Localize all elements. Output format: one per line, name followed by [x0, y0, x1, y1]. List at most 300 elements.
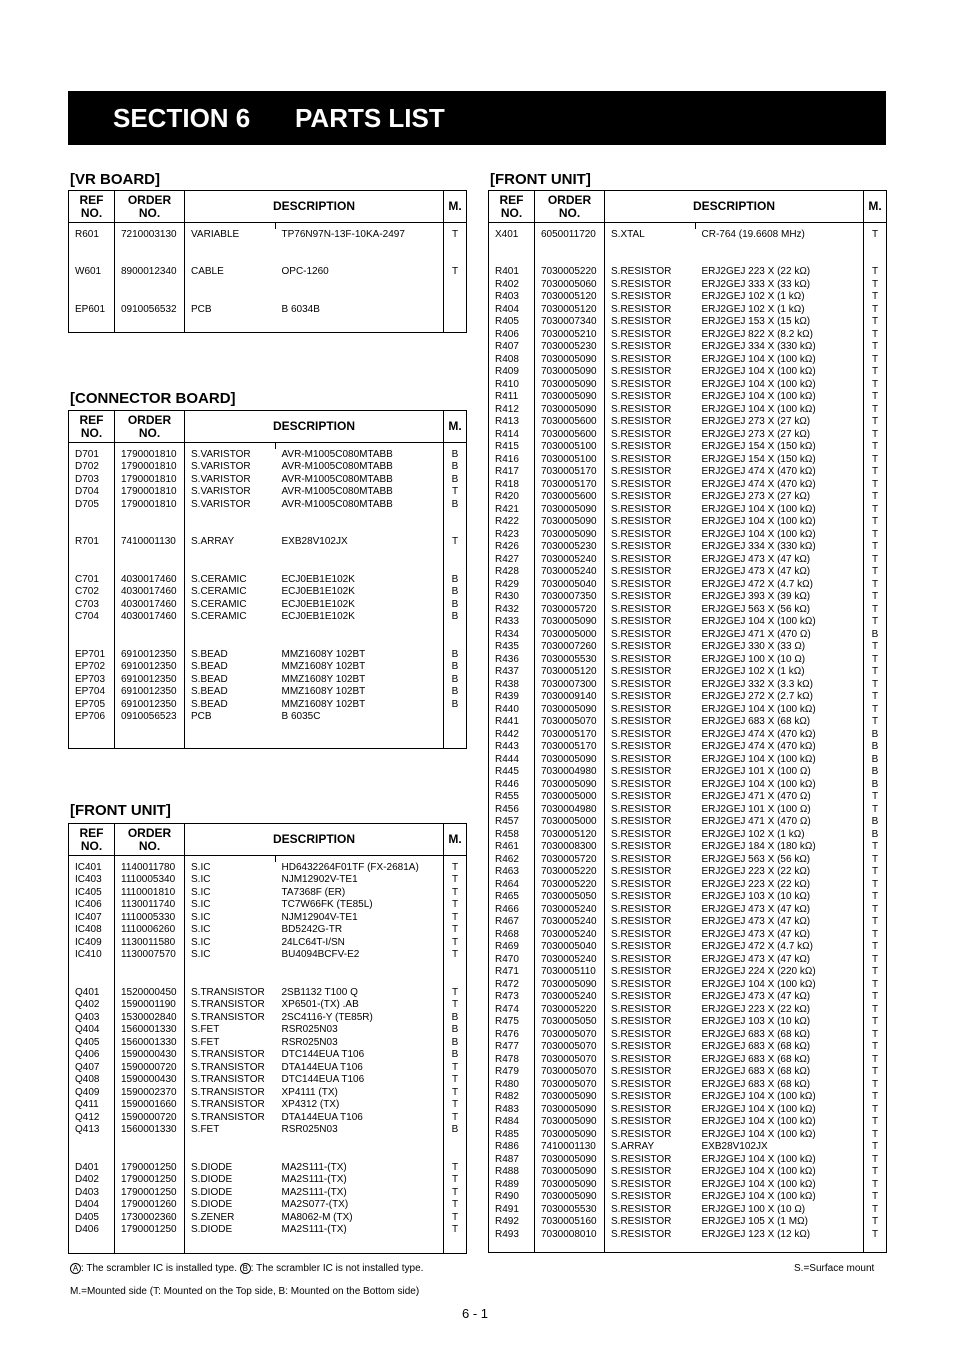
order-cell: 7030005240 [535, 929, 605, 942]
order-cell: 7030005090 [535, 1191, 605, 1204]
ref-cell: R472 [489, 979, 535, 992]
part-cell: 24LC64T-I/SN [276, 937, 444, 950]
order-cell: 7030005050 [535, 1016, 605, 1029]
part-cell: ERJ2GEJ 104 X (100 kΩ) [696, 979, 864, 992]
mounted-cell: T [444, 937, 467, 950]
ref-cell: C702 [69, 586, 115, 599]
mounted-cell: B [864, 779, 887, 792]
table-row [69, 987, 467, 1000]
type-cell: S.RESISTOR [605, 291, 696, 304]
table-row [489, 704, 887, 717]
spacer-row [489, 241, 887, 254]
mounted-cell: T [444, 1224, 467, 1237]
type-cell: S.RESISTOR [605, 754, 696, 767]
ref-cell: D404 [69, 1199, 115, 1212]
part-cell: ERJ2GEJ 473 X (47 kΩ) [696, 954, 864, 967]
mounted-cell: T [864, 366, 887, 379]
part-cell: OPC-1260 [276, 266, 444, 279]
order-cell: 1590000430 [115, 1074, 185, 1087]
table-row [489, 1079, 887, 1092]
ref-cell: D401 [69, 1162, 115, 1175]
ref-cell: Q407 [69, 1062, 115, 1075]
type-cell: S.RESISTOR [605, 741, 696, 754]
type-cell: S.RESISTOR [605, 304, 696, 317]
mounted-cell: T [444, 1174, 467, 1187]
mounted-cell: T [864, 991, 887, 1004]
order-cell: 1140011780 [115, 862, 185, 875]
ref-cell: R436 [489, 654, 535, 667]
order-cell: 7030007350 [535, 591, 605, 604]
header-order: ORDER NO. [535, 191, 605, 223]
type-cell: S.VARISTOR [185, 461, 276, 474]
ref-cell: R467 [489, 916, 535, 929]
part-cell: ERJ2GEJ 100 X (10 Ω) [696, 1204, 864, 1217]
table-row [489, 1141, 887, 1154]
type-cell: S.RESISTOR [605, 616, 696, 629]
mounted-cell: T [864, 716, 887, 729]
type-cell: S.RESISTOR [605, 504, 696, 517]
mounted-cell: B [444, 461, 467, 474]
ref-cell: Q408 [69, 1074, 115, 1087]
ref-cell: R461 [489, 841, 535, 854]
ref-cell: R462 [489, 854, 535, 867]
part-cell: ERJ2GEJ 473 X (47 kΩ) [696, 904, 864, 917]
part-cell: MMZ1608Y 102BT [276, 686, 444, 699]
part-cell: ERJ2GEJ 223 X (22 kΩ) [696, 1004, 864, 1017]
order-cell: 7030005070 [535, 1066, 605, 1079]
table-row [69, 229, 467, 242]
part-cell: EXB28V102JX [696, 1141, 864, 1154]
mounted-cell: T [864, 1066, 887, 1079]
ref-cell: R487 [489, 1154, 535, 1167]
mounted-cell: T [444, 987, 467, 1000]
table-row [489, 941, 887, 954]
order-cell: 7030005170 [535, 741, 605, 754]
mounted-cell: T [864, 491, 887, 504]
ref-cell: R485 [489, 1129, 535, 1142]
mounted-cell: T [864, 454, 887, 467]
table-row [69, 1087, 467, 1100]
spacer-row [69, 524, 467, 537]
type-cell: S.RESISTOR [605, 579, 696, 592]
table-row [69, 887, 467, 900]
mounted-cell: B [444, 686, 467, 699]
table-row [489, 841, 887, 854]
part-cell [276, 241, 444, 254]
table-header-row [69, 411, 467, 443]
table-row [69, 649, 467, 662]
order-cell: 7030007260 [535, 641, 605, 654]
table-row [489, 1129, 887, 1142]
order-cell: 1110005340 [115, 874, 185, 887]
mounted-cell: B [444, 1037, 467, 1050]
table-row [69, 899, 467, 912]
part-cell: ERJ2GEJ 473 X (47 kΩ) [696, 929, 864, 942]
order-cell: 7030005600 [535, 429, 605, 442]
order-cell: 7030005170 [535, 479, 605, 492]
order-cell: 7030004980 [535, 766, 605, 779]
type-cell: S.BEAD [185, 661, 276, 674]
part-cell: ERJ2GEJ 102 X (1 kΩ) [696, 304, 864, 317]
order-cell: 1520000450 [115, 987, 185, 1000]
part-cell: ERJ2GEJ 272 X (2.7 kΩ) [696, 691, 864, 704]
spacer-row [69, 291, 467, 304]
type-cell: S.RESISTOR [605, 1191, 696, 1204]
part-cell: CR-764 (19.6608 MHz) [696, 229, 864, 242]
ref-cell: R439 [489, 691, 535, 704]
ref-cell: D704 [69, 486, 115, 499]
ref-cell: C704 [69, 611, 115, 624]
part-cell: ERJ2GEJ 473 X (47 kΩ) [696, 554, 864, 567]
type-cell: S.RESISTOR [605, 1054, 696, 1067]
mounted-cell: T [864, 566, 887, 579]
order-cell: 1790001260 [115, 1199, 185, 1212]
part-cell: ERJ2GEJ 473 X (47 kΩ) [696, 916, 864, 929]
table-row [489, 491, 887, 504]
table-row [489, 229, 887, 242]
mounted-cell: T [444, 862, 467, 875]
part-cell: XP4312 (TX) [276, 1099, 444, 1112]
type-cell: S.RESISTOR [605, 341, 696, 354]
ref-cell [489, 241, 535, 254]
mounted-cell [444, 524, 467, 537]
order-cell: 7030005090 [535, 704, 605, 717]
part-cell: B 6034B [276, 304, 444, 317]
order-cell: 7030005070 [535, 716, 605, 729]
mounted-cell: T [864, 866, 887, 879]
order-cell: 7030005090 [535, 1154, 605, 1167]
type-cell: S.RESISTOR [605, 891, 696, 904]
part-cell: BD5242G-TR [276, 924, 444, 937]
type-cell [185, 962, 276, 975]
order-cell: 7030005090 [535, 1116, 605, 1129]
ref-cell: R478 [489, 1054, 535, 1067]
ref-cell: R489 [489, 1179, 535, 1192]
table-row [69, 1162, 467, 1175]
type-cell: S.IC [185, 924, 276, 937]
table-row [489, 316, 887, 329]
ref-cell: R492 [489, 1216, 535, 1229]
ref-cell [69, 962, 115, 975]
type-cell: S.BEAD [185, 649, 276, 662]
header-description: DESCRIPTION [185, 191, 444, 223]
part-cell: MA2S111-(TX) [276, 1174, 444, 1187]
part-cell [696, 241, 864, 254]
type-cell: S.TRANSISTOR [185, 1112, 276, 1125]
order-cell: 7030005000 [535, 629, 605, 642]
type-cell: S.VARISTOR [185, 486, 276, 499]
ref-cell: W601 [69, 266, 115, 279]
ref-cell: EP704 [69, 686, 115, 699]
order-cell: 7030005210 [535, 329, 605, 342]
part-cell: ERJ2GEJ 104 X (100 kΩ) [696, 1166, 864, 1179]
table-row [489, 979, 887, 992]
type-cell: S.CERAMIC [185, 611, 276, 624]
order-cell: 7030005240 [535, 554, 605, 567]
part-cell: EXB28V102JX [276, 536, 444, 549]
table-row [69, 924, 467, 937]
type-cell: S.RESISTOR [605, 266, 696, 279]
ref-cell: R441 [489, 716, 535, 729]
order-cell [115, 636, 185, 649]
table-row [69, 1112, 467, 1125]
type-cell [185, 254, 276, 267]
ref-cell [69, 254, 115, 267]
ref-cell: R465 [489, 891, 535, 904]
mounted-cell: T [864, 441, 887, 454]
order-cell: 7030005070 [535, 1079, 605, 1092]
table-row [489, 1179, 887, 1192]
type-cell: S.RESISTOR [605, 879, 696, 892]
table-row [69, 1212, 467, 1225]
type-cell: VARIABLE [185, 229, 276, 242]
ref-cell: R415 [489, 441, 535, 454]
part-cell: ERJ2GEJ 472 X (4.7 kΩ) [696, 579, 864, 592]
type-cell: S.RESISTOR [605, 554, 696, 567]
order-cell [115, 1149, 185, 1162]
table-row [69, 536, 467, 549]
table-row [489, 1104, 887, 1117]
part-cell: ERJ2GEJ 104 X (100 kΩ) [696, 1116, 864, 1129]
order-cell: 4030017460 [115, 611, 185, 624]
table-row [69, 1037, 467, 1050]
table-row [69, 1124, 467, 1137]
mounted-cell: T [864, 929, 887, 942]
table-row [489, 1204, 887, 1217]
part-cell: ERJ2GEJ 223 X (22 kΩ) [696, 879, 864, 892]
type-cell: S.RESISTOR [605, 929, 696, 942]
type-cell: S.RESISTOR [605, 854, 696, 867]
ref-cell: IC406 [69, 899, 115, 912]
mounted-cell: T [444, 949, 467, 962]
table-row [489, 804, 887, 817]
table-row [489, 391, 887, 404]
part-cell [276, 279, 444, 292]
table-row [69, 449, 467, 462]
part-cell: ERJ2GEJ 104 X (100 kΩ) [696, 366, 864, 379]
order-cell: 1590000720 [115, 1112, 185, 1125]
ref-cell: R430 [489, 591, 535, 604]
type-cell: S.RESISTOR [605, 366, 696, 379]
ref-cell: R471 [489, 966, 535, 979]
type-cell: S.RESISTOR [605, 1154, 696, 1167]
order-cell: 4030017460 [115, 599, 185, 612]
part-cell: ERJ2GEJ 471 X (470 Ω) [696, 816, 864, 829]
ref-cell: R410 [489, 379, 535, 392]
part-cell: ERJ2GEJ 474 X (470 kΩ) [696, 729, 864, 742]
type-cell: S.RESISTOR [605, 1066, 696, 1079]
order-cell: 6050011720 [535, 229, 605, 242]
mounted-cell: T [864, 1191, 887, 1204]
order-cell: 1530002840 [115, 1012, 185, 1025]
type-cell: S.RESISTOR [605, 516, 696, 529]
ref-cell: R458 [489, 829, 535, 842]
mounted-cell: T [864, 1229, 887, 1242]
part-cell: AVR-M1005C080MTABB [276, 449, 444, 462]
type-cell: S.ZENER [185, 1212, 276, 1225]
table-row [489, 1004, 887, 1017]
ref-cell: D702 [69, 461, 115, 474]
front-unit-right-title: [FRONT UNIT] [490, 171, 591, 188]
type-cell: S.DIODE [185, 1162, 276, 1175]
mounted-cell: B [864, 729, 887, 742]
type-cell [605, 254, 696, 267]
mounted-cell [444, 561, 467, 574]
ref-cell: D703 [69, 474, 115, 487]
order-cell: 6910012350 [115, 661, 185, 674]
mounted-cell: T [444, 1099, 467, 1112]
table-row [489, 329, 887, 342]
ref-cell: R427 [489, 554, 535, 567]
table-row [489, 304, 887, 317]
part-cell: ERJ2GEJ 104 X (100 kΩ) [696, 1154, 864, 1167]
ref-cell: R482 [489, 1091, 535, 1104]
mounted-cell: B [444, 599, 467, 612]
header-ref: REF NO. [69, 411, 115, 443]
mounted-cell: T [864, 1116, 887, 1129]
table-row [489, 291, 887, 304]
ref-cell: IC407 [69, 912, 115, 925]
mounted-cell: T [864, 879, 887, 892]
ref-cell: R483 [489, 1104, 535, 1117]
spacer-row [489, 254, 887, 267]
ref-cell [69, 974, 115, 987]
part-cell: ERJ2GEJ 101 X (100 Ω) [696, 804, 864, 817]
mounted-cell: T [864, 954, 887, 967]
table-row [489, 1166, 887, 1179]
order-cell: 7030005040 [535, 579, 605, 592]
surface-note: S.=Surface mount [794, 1263, 875, 1274]
filler-row [69, 1237, 467, 1254]
mounted-cell: T [444, 912, 467, 925]
front-unit-left-table [68, 823, 467, 1254]
part-cell: ERJ2GEJ 102 X (1 kΩ) [696, 666, 864, 679]
table-row [489, 379, 887, 392]
ref-cell: R433 [489, 616, 535, 629]
order-cell [115, 241, 185, 254]
ref-cell: R409 [489, 366, 535, 379]
part-cell: ERJ2GEJ 333 X (33 kΩ) [696, 279, 864, 292]
ref-cell: R484 [489, 1116, 535, 1129]
type-cell [185, 241, 276, 254]
ref-cell: R426 [489, 541, 535, 554]
type-cell: S.IC [185, 949, 276, 962]
order-cell: 1110006260 [115, 924, 185, 937]
type-cell: S.RESISTOR [605, 1104, 696, 1117]
order-cell: 1790001810 [115, 499, 185, 512]
mounted-cell: T [444, 887, 467, 900]
type-cell: S.RESISTOR [605, 1229, 696, 1242]
type-cell: S.RESISTOR [605, 841, 696, 854]
table-row [489, 479, 887, 492]
table-row [489, 1029, 887, 1042]
mounted-cell: T [864, 1079, 887, 1092]
ref-cell [69, 241, 115, 254]
type-cell: S.RESISTOR [605, 729, 696, 742]
ref-cell: IC403 [69, 874, 115, 887]
scrambler-a-text: : The scrambler IC is installed type. [81, 1263, 237, 1275]
order-cell: 1790001810 [115, 461, 185, 474]
mounted-cell: T [444, 1074, 467, 1087]
part-cell: AVR-M1005C080MTABB [276, 486, 444, 499]
ref-cell: R429 [489, 579, 535, 592]
type-cell: S.RESISTOR [605, 1091, 696, 1104]
type-cell: S.RESISTOR [605, 691, 696, 704]
part-cell: ERJ2GEJ 223 X (22 kΩ) [696, 866, 864, 879]
spacer-row [69, 1149, 467, 1162]
part-cell: DTC144EUA T106 [276, 1049, 444, 1062]
type-cell [185, 974, 276, 987]
ref-cell: R406 [489, 329, 535, 342]
mounted-cell: T [444, 999, 467, 1012]
table-row [69, 499, 467, 512]
mounted-cell: T [864, 1054, 887, 1067]
mounted-cell: T [864, 966, 887, 979]
type-cell: S.RESISTOR [605, 491, 696, 504]
table-row [489, 1066, 887, 1079]
mounted-cell: T [444, 924, 467, 937]
part-cell: ECJ0EB1E102K [276, 611, 444, 624]
spacer-row [69, 962, 467, 975]
type-cell: S.RESISTOR [605, 541, 696, 554]
ref-cell: R401 [489, 266, 535, 279]
order-cell: 1790001810 [115, 449, 185, 462]
part-cell: MA2S077-(TX) [276, 1199, 444, 1212]
ref-cell: IC409 [69, 937, 115, 950]
table-row [69, 686, 467, 699]
part-cell: ERJ2GEJ 224 X (220 kΩ) [696, 966, 864, 979]
ref-cell: R468 [489, 929, 535, 942]
order-cell [115, 511, 185, 524]
part-cell: B 6035C [276, 711, 444, 724]
order-cell: 7030005060 [535, 279, 605, 292]
mounted-cell: B [444, 1124, 467, 1137]
type-cell: S.RESISTOR [605, 591, 696, 604]
part-cell: ERJ2GEJ 334 X (330 kΩ) [696, 341, 864, 354]
mounted-cell: B [444, 1049, 467, 1062]
mounted-cell [444, 1137, 467, 1150]
table-row [69, 874, 467, 887]
mounted-cell: T [864, 466, 887, 479]
mounted-cell: B [444, 1012, 467, 1025]
header-mounted: M. [444, 411, 467, 443]
ref-cell: IC405 [69, 887, 115, 900]
header-mounted: M. [444, 824, 467, 856]
header-ref: REF NO. [69, 824, 115, 856]
part-cell: ERJ2GEJ 104 X (100 kΩ) [696, 754, 864, 767]
mounted-cell: B [864, 816, 887, 829]
type-cell: S.DIODE [185, 1224, 276, 1237]
table-row [489, 916, 887, 929]
ref-cell: D402 [69, 1174, 115, 1187]
ref-cell: R701 [69, 536, 115, 549]
circle-a-icon: A [70, 1263, 81, 1274]
ref-cell: D403 [69, 1187, 115, 1200]
ref-cell: R403 [489, 291, 535, 304]
ref-cell: Q404 [69, 1024, 115, 1037]
order-cell: 1790001810 [115, 474, 185, 487]
ref-cell [69, 1149, 115, 1162]
order-cell: 7030005600 [535, 491, 605, 504]
spacer-row [69, 254, 467, 267]
type-cell [185, 1137, 276, 1150]
order-cell: 7030007300 [535, 679, 605, 692]
mounted-cell: T [864, 891, 887, 904]
table-row [489, 879, 887, 892]
table-row [69, 266, 467, 279]
part-cell: ERJ2GEJ 104 X (100 kΩ) [696, 779, 864, 792]
mounted-cell: T [444, 899, 467, 912]
